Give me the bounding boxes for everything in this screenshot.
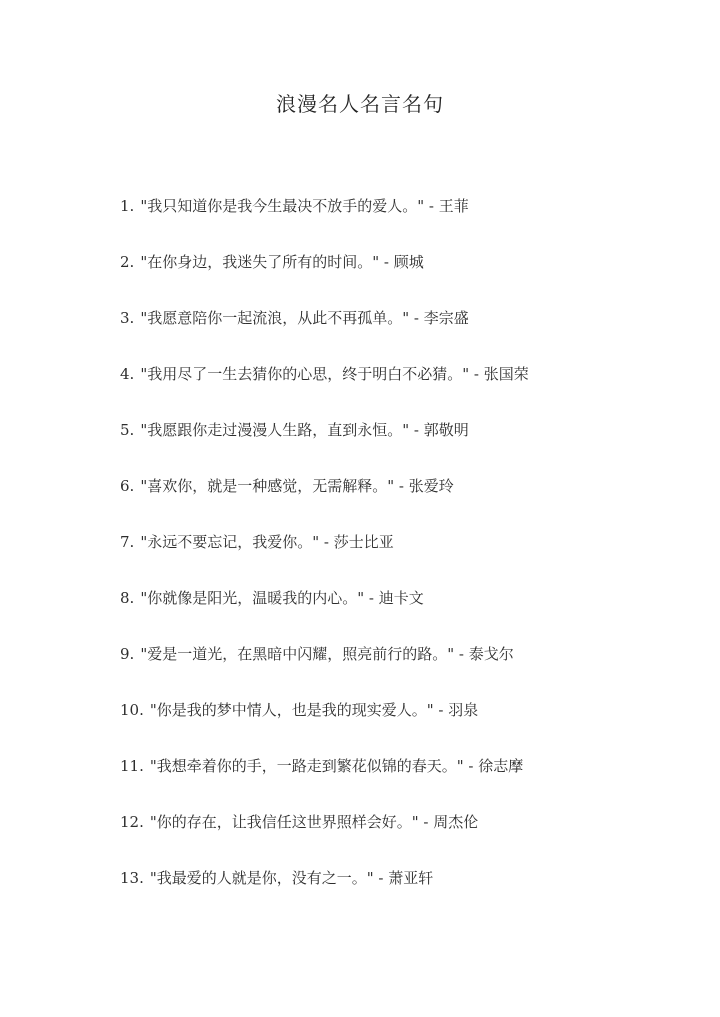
quote-text: "爱是一道光，在黑暗中闪耀，照亮前行的路。" - 泰戈尔 bbox=[140, 645, 514, 663]
quote-number: 10. bbox=[120, 701, 144, 719]
quote-text: "我只知道你是我今生最决不放手的爱人。" - 王菲 bbox=[140, 197, 469, 215]
quote-number: 12. bbox=[120, 813, 144, 831]
quote-text: "你的存在，让我信任这世界照样会好。" - 周杰伦 bbox=[149, 813, 479, 831]
quote-number: 13. bbox=[120, 869, 144, 887]
quote-list bbox=[120, 194, 680, 922]
quote-text: "我想牵着你的手，一路走到繁花似锦的春天。" - 徐志摩 bbox=[149, 757, 524, 775]
quote-number: 5. bbox=[120, 421, 135, 439]
quote-item bbox=[120, 754, 680, 810]
quote-text: "我用尽了一生去猜你的心思，终于明白不必猜。" - 张国荣 bbox=[140, 365, 529, 383]
quote-number: 1. bbox=[120, 197, 135, 215]
quote-text: "你就像是阳光，温暖我的内心。" - 迪卡文 bbox=[140, 589, 424, 607]
quote-item bbox=[120, 418, 680, 474]
quote-item bbox=[120, 586, 680, 642]
quote-item bbox=[120, 194, 680, 250]
quote-item bbox=[120, 642, 680, 698]
quote-text: "永远不要忘记，我爱你。" - 莎士比亚 bbox=[140, 533, 394, 551]
quote-item bbox=[120, 810, 680, 866]
quote-text: "你是我的梦中情人，也是我的现实爱人。" - 羽泉 bbox=[149, 701, 479, 719]
quote-text: "喜欢你，就是一种感觉，无需解释。" - 张爱玲 bbox=[140, 477, 454, 495]
quote-item bbox=[120, 866, 680, 922]
quote-number: 4. bbox=[120, 365, 135, 383]
page-title: 浪漫名人名言名句 bbox=[276, 92, 444, 116]
quote-number: 8. bbox=[120, 589, 135, 607]
quote-number: 3. bbox=[120, 309, 135, 327]
quote-item bbox=[120, 474, 680, 530]
quote-item bbox=[120, 698, 680, 754]
quote-number: 9. bbox=[120, 645, 135, 663]
quote-item bbox=[120, 530, 680, 586]
quote-text: "我愿意陪你一起流浪，从此不再孤单。" - 李宗盛 bbox=[140, 309, 469, 327]
quote-item bbox=[120, 250, 680, 306]
quote-text: "在你身边，我迷失了所有的时间。" - 顾城 bbox=[140, 253, 424, 271]
quote-number: 2. bbox=[120, 253, 135, 271]
quote-item bbox=[120, 306, 680, 362]
quote-text: "我愿跟你走过漫漫人生路，直到永恒。" - 郭敬明 bbox=[140, 421, 469, 439]
quote-number: 6. bbox=[120, 477, 135, 495]
quote-item bbox=[120, 362, 680, 418]
quote-number: 7. bbox=[120, 533, 135, 551]
quote-number: 11. bbox=[120, 757, 144, 775]
quote-text: "我最爱的人就是你，没有之一。" - 萧亚轩 bbox=[149, 869, 434, 887]
